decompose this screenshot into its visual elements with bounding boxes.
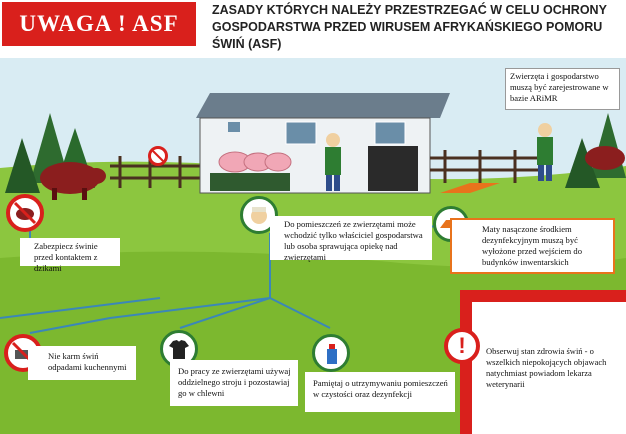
title-line-1: ZASADY KTÓRYCH NALEŻY PRZESTRZEGAĆ W CELU OCHRONY (212, 3, 607, 17)
no-entry-icon (152, 150, 164, 162)
note-access-text: Do pomieszczeń ze zwierzętami może wchodzić tylko właściciel gospodarstwa lub osoba sprawująca opiekę nad zwierzętami (284, 219, 423, 262)
note-registration (505, 68, 620, 110)
header-badge-text: UWAGA ! ASF (19, 11, 179, 36)
no-wild-boar-badge (6, 194, 44, 232)
note-clothing-text: Do pracy ze zwierzętami używaj oddzielnego stroju i pozostawiaj go w chlewni (178, 366, 291, 398)
disinfect-badge (312, 334, 350, 372)
farmer-right (537, 123, 553, 181)
wild-boar-right (585, 146, 625, 170)
warning-badge (444, 328, 480, 364)
note-access (270, 216, 432, 260)
warning-icon: ! (458, 333, 466, 358)
note-wild-boar-text: Zabezpiecz świnie przed kontaktem z dzikami (34, 241, 98, 273)
farmer-face-icon (247, 203, 271, 227)
note-cleaning-text: Pamiętaj o utrzymywaniu pomieszczeń w czystości oraz dezynfekcji (313, 378, 448, 399)
shirt-icon (168, 338, 190, 360)
disinfect-spray-icon (321, 341, 341, 365)
farm-scene (0, 58, 626, 434)
pigs (219, 152, 291, 172)
note-food-waste-text: Nie karm świń odpadami kuchennymi (48, 351, 127, 372)
note-registration-text: Zwierzęta i gospodarstwo muszą być zarejestrowane w bazie ARiMR (510, 71, 609, 103)
header-badge (2, 2, 196, 46)
no-wild-boar-icon (12, 200, 38, 226)
title-line-3: ŚWIŃ (ASF) (212, 37, 282, 51)
note-cleaning (305, 372, 455, 412)
page-title (212, 2, 622, 53)
no-entry-sign (148, 146, 168, 166)
note-clothing (170, 360, 298, 406)
note-food-waste (28, 346, 136, 380)
note-observe-text: Obserwuj stan zdrowia świń - o wszelkich niepokojących objawach natychmiast powiadom lekarza weterynarii (486, 346, 607, 389)
title-line-2: GOSPODARSTWA PRZED WIRUSEM AFRYKAŃSKIEGO POMORU (212, 20, 603, 34)
note-mats-text: Maty nasączone środkiem dezynfekcyjnym muszą być wyłożone przed wejściem do budynków inwentarskich (482, 224, 582, 267)
note-observe (480, 340, 622, 398)
feed-tubes (210, 173, 290, 191)
note-wild-boar (20, 238, 120, 273)
note-mats (450, 218, 615, 274)
